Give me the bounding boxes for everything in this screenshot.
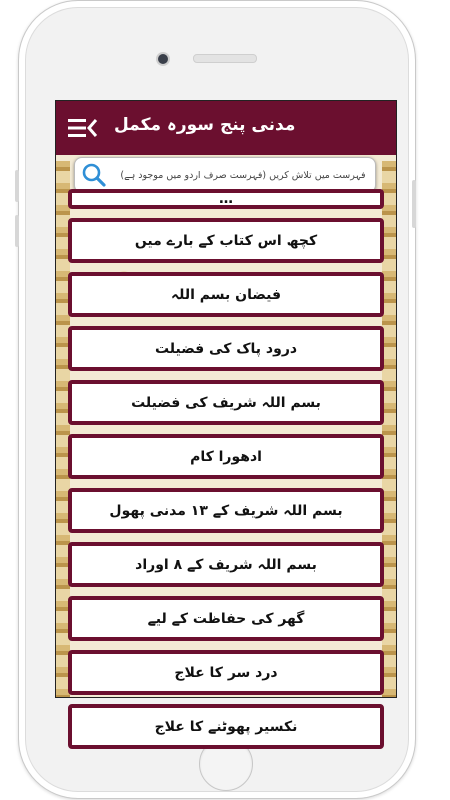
list-item-label: ادھورا کام: [190, 448, 262, 465]
list-item-label: بسم اللہ شریف کے ۸ اوراد: [135, 556, 317, 573]
front-camera: [156, 52, 170, 66]
app-title: مدنی پنج سورہ مکمل: [114, 115, 296, 135]
list-item-label: درد سر کا علاج: [174, 664, 278, 681]
volume-up-button: [15, 170, 19, 202]
list-item[interactable]: [68, 272, 384, 317]
volume-down-button: [15, 215, 19, 247]
search-bar: [74, 157, 376, 193]
earpiece-speaker: [193, 54, 257, 63]
list-item[interactable]: [68, 704, 384, 749]
list-item[interactable]: [68, 326, 384, 371]
list-item-label: نکسیر پھوٹنے کا علاج: [154, 718, 298, 735]
search-input[interactable]: [115, 160, 371, 190]
list-item[interactable]: [68, 650, 384, 695]
list-item-label: بسم اللہ شریف کی فضیلت: [131, 394, 321, 411]
search-icon[interactable]: [81, 162, 107, 188]
menu-back-icon[interactable]: [68, 118, 98, 138]
list-item-partial[interactable]: [68, 189, 384, 209]
list-item-label: گھر کی حفاظت کے لیے: [147, 610, 305, 627]
list-item-label: کچھ اس کتاب کے بارے میں: [134, 232, 318, 249]
power-button: [412, 180, 416, 228]
list-item[interactable]: [68, 434, 384, 479]
list-item-label: …: [219, 191, 233, 207]
list-item[interactable]: [68, 542, 384, 587]
chapter-list: [56, 191, 396, 735]
list-item[interactable]: [68, 596, 384, 641]
list-item[interactable]: [68, 488, 384, 533]
list-item-label: فیضان بسم اللہ: [170, 286, 282, 303]
list-item[interactable]: [68, 380, 384, 425]
list-item-label: درود پاک کی فضیلت: [154, 340, 298, 357]
app-bar: [56, 101, 396, 155]
app-screen: [55, 100, 397, 735]
list-item[interactable]: [68, 218, 384, 263]
list-item-label: بسم اللہ شریف کے ۱۳ مدنی پھول: [109, 502, 343, 519]
